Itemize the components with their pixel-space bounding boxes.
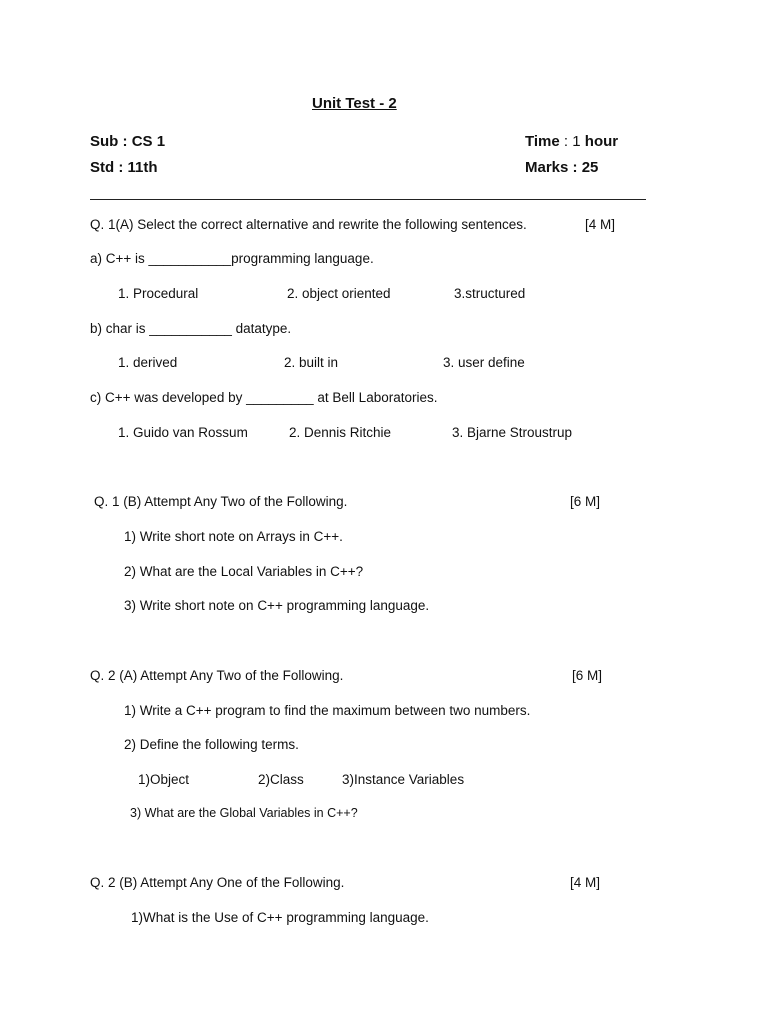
q1a-a-prompt: a) C++ is ___________programming language. [90,251,374,266]
page-title: Unit Test - 2 [312,95,397,112]
q1a-c-prompt: c) C++ was developed by _________ at Bell Laboratories. [90,390,438,405]
q1b-item-2: 2) What are the Local Variables in C++? [124,564,364,579]
q1b-heading: Q. 1 (B) Attempt Any Two of the Following. [94,494,348,509]
marks-line: Marks : 25 [525,159,599,176]
time-label: Time [525,133,560,150]
standard-line: Std : 11th [90,159,158,176]
q2b-marks: [4 M] [570,875,601,890]
subject-value: CS 1 [131,133,166,150]
q2b-heading: Q. 2 (B) Attempt Any One of the Following. [90,875,345,890]
q2a-item-2: 2) Define the following terms. [124,737,299,752]
header-divider [90,199,646,200]
time-line: Time : 1 hour [525,133,619,150]
marks-value: 25 [581,159,599,176]
q2a-term-1: 1)Object [138,772,190,787]
q1a-c-option-2: 2. Dennis Ritchie [289,425,392,440]
subject-line: Sub : CS 1 [90,133,166,150]
q1b-marks: [6 M] [570,494,601,509]
q2a-item-1: 1) Write a C++ program to find the maximum between two numbers. [124,703,531,718]
q1b-item-1: 1) Write short note on Arrays in C++. [124,529,343,544]
q1a-b-prompt: b) char is ___________ datatype. [90,321,292,336]
q2a-heading: Q. 2 (A) Attempt Any Two of the Following. [90,668,344,683]
q1a-b-option-2: 2. built in [284,355,339,370]
subject-label: Sub [90,133,119,150]
marks-label: Marks [525,159,569,176]
q1a-b-option-1: 1. derived [118,355,178,370]
q2b-item-1: 1)What is the Use of C++ programming language. [131,910,429,925]
q1a-marks: [4 M] [585,217,616,232]
q1a-c-option-3: 3. Bjarne Stroustrup [452,425,573,440]
q1b-item-3: 3) Write short note on C++ programming language. [124,598,430,613]
standard-label: Std [90,159,115,176]
time-value-unit: hour [584,133,619,150]
q2a-marks: [6 M] [572,668,603,683]
q1a-c-option-1: 1. Guido van Rossum [118,425,248,440]
q2a-term-3: 3)Instance Variables [342,772,465,787]
time-value-number: 1 [572,133,581,150]
q2a-item-3: 3) What are the Global Variables in C++? [130,806,358,820]
q1a-a-option-1: 1. Procedural [118,286,199,301]
q1a-a-option-2: 2. object oriented [287,286,391,301]
q1a-b-option-3: 3. user define [443,355,525,370]
q1a-a-option-3: 3.structured [454,286,526,301]
q1a-heading: Q. 1(A) Select the correct alternative and rewrite the following sentences. [90,217,527,232]
q2a-term-2: 2)Class [258,772,304,787]
standard-value: 11th [127,159,158,176]
